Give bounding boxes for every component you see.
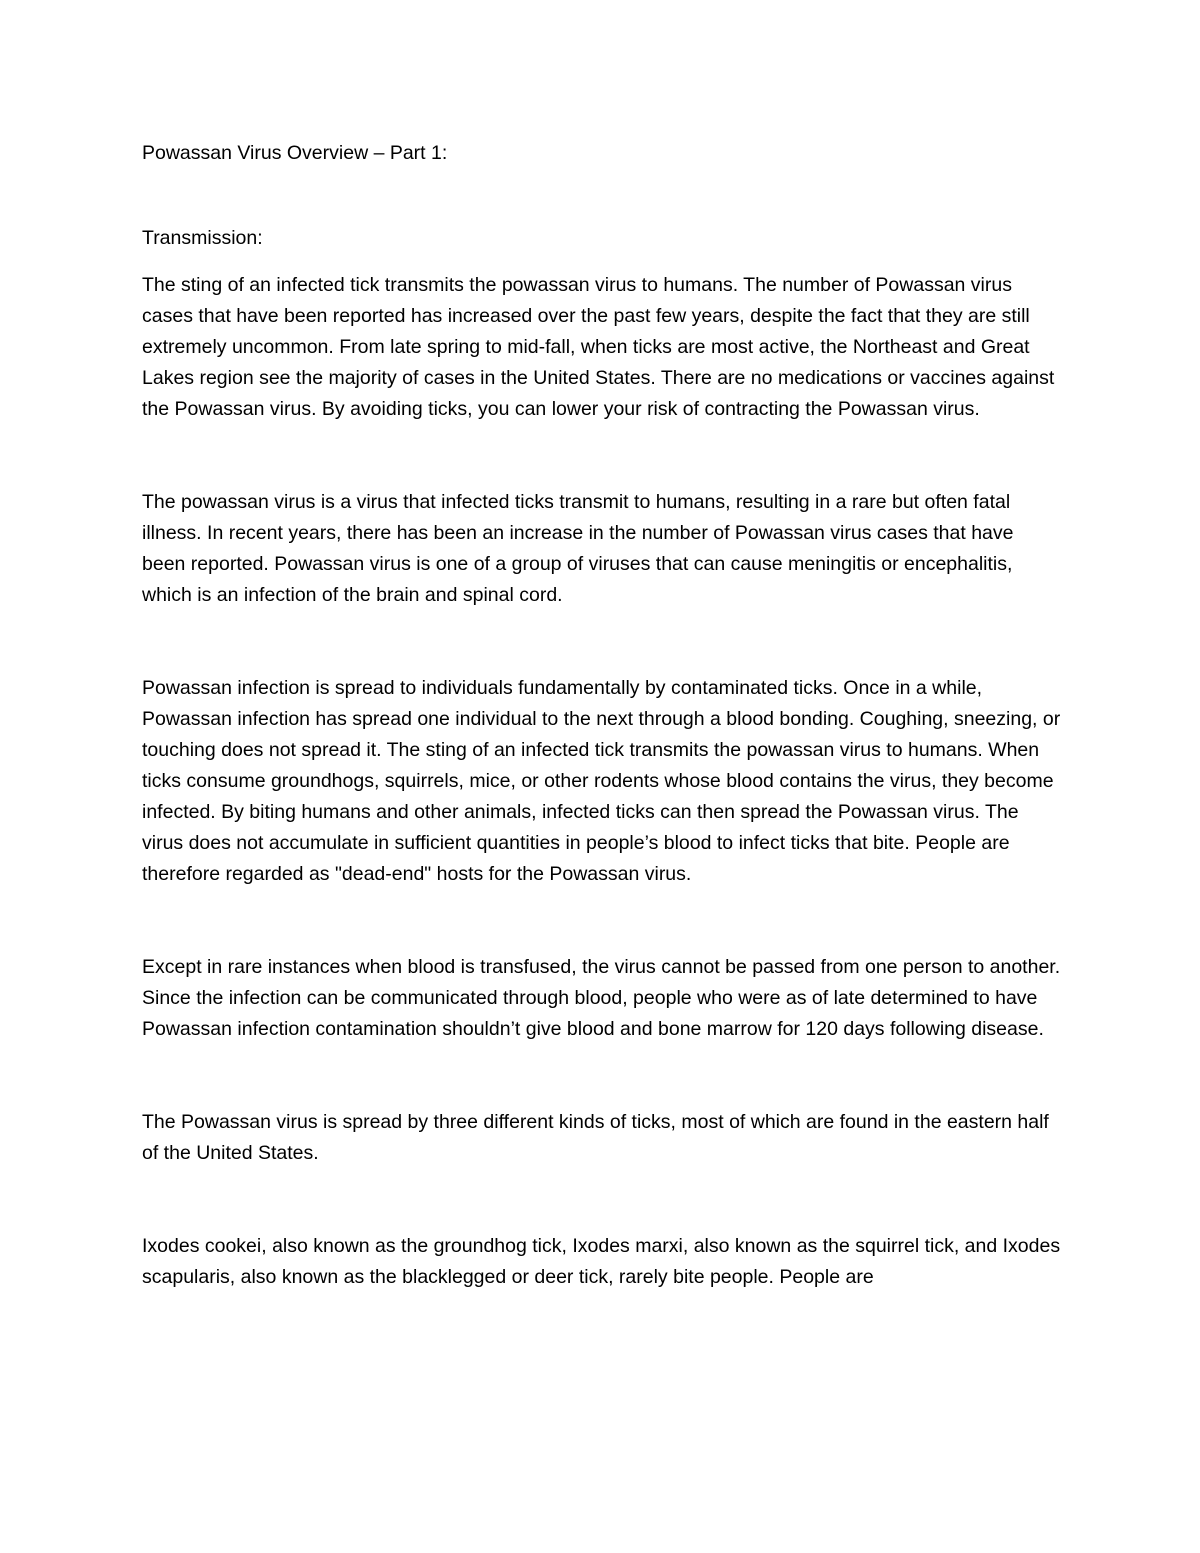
paragraph: Powassan infection is spread to individuals fundamentally by contaminated ticks. Once in a while, Powassan infection has spread one individual to the next through a blood bonding. Coughing, sneezing, or touching does not spread it. The sting of an infected tick transmits the powassan virus to humans. When ticks consume groundhogs, squirrels, mice, or other rodents whose blood contains the virus, they become infected. By biting humans and other animals, infected ticks can then spread the Powassan virus. The virus does not accumulate in sufficient quantities in people’s blood to infect ticks that bite. People are therefore regarded as "dead-end" hosts for the Powassan virus. — [142, 677, 1061, 885]
paragraph: The powassan virus is a virus that infected ticks transmit to humans, resulting in a rare but often fatal illness. In recent years, there has been an increase in the number of Powassan virus cases that have been reported. Powassan virus is one of a group of viruses that can cause meningitis or encephalitis, which is an infection of the brain and spinal cord. — [142, 491, 1014, 606]
paragraph: The sting of an infected tick transmits the powassan virus to humans. The number of Powassan virus cases that have been reported has increased over the past few years, despite the fact that they are still extremely uncommon. From late spring to mid-fall, when ticks are most active, the Northeast and Great Lakes region see the majority of cases in the United States. There are no medications or vaccines against the Powassan virus. By avoiding ticks, you can lower your risk of contracting the Powassan virus. — [142, 274, 1055, 420]
paragraph: The Powassan virus is spread by three different kinds of ticks, most of which are found in the eastern half of the United States. — [142, 1111, 1049, 1164]
document-body — [142, 138, 1062, 1293]
document-title: Powassan Virus Overview – Part 1: — [142, 142, 448, 164]
paragraph: Except in rare instances when blood is transfused, the virus cannot be passed from one person to another. Since the infection can be communicated through blood, people who were as of late determined to have Powassan infection contamination shouldn’t give blood and bone marrow for 120 days following disease. — [142, 956, 1061, 1040]
section-heading-transmission: Transmission: — [142, 227, 263, 249]
paragraph: Ixodes cookei, also known as the groundhog tick, Ixodes marxi, also known as the squirrel tick, and Ixodes scapularis, also known as the blacklegged or deer tick, rarely bite people. People are — [142, 1235, 1061, 1288]
